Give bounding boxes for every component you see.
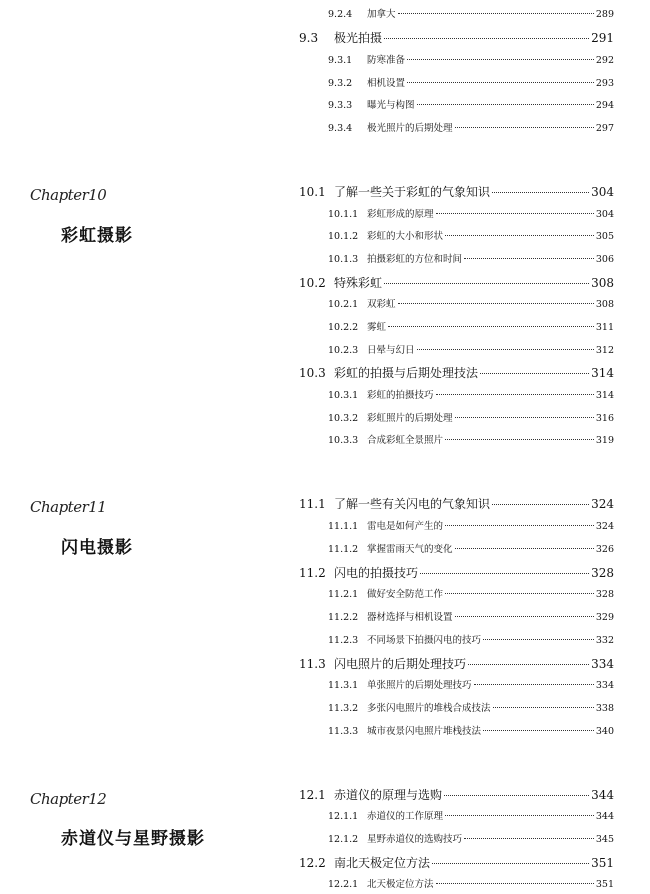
- leader-dots: [483, 639, 594, 640]
- toc-entry[interactable]: [299, 274, 614, 291]
- page-number: 328: [595, 589, 614, 600]
- section-title: 特殊彩虹: [334, 276, 383, 290]
- section-number: 10.1.1: [328, 209, 359, 220]
- leader-dots: [432, 863, 589, 864]
- toc-entry[interactable]: [299, 183, 614, 200]
- section-title: 不同场景下拍摄闪电的技巧: [367, 635, 482, 646]
- leader-dots: [468, 664, 589, 665]
- page-number: 329: [595, 612, 614, 623]
- section-number: 9.3.2: [328, 78, 353, 89]
- leader-dots: [455, 616, 594, 617]
- section-number: 9.2.4: [328, 9, 353, 20]
- leader-dots: [417, 349, 594, 350]
- leader-dots: [464, 838, 594, 839]
- section-title: 极光拍摄: [334, 31, 383, 45]
- page-number: 294: [595, 100, 614, 111]
- page-number: 334: [595, 680, 614, 691]
- toc-entry[interactable]: [299, 564, 614, 581]
- leader-dots: [398, 13, 594, 14]
- toc-entry[interactable]: [328, 723, 614, 737]
- toc-entry[interactable]: [328, 75, 614, 89]
- toc-entry[interactable]: [328, 808, 614, 822]
- toc-entry[interactable]: [328, 876, 614, 890]
- section-number: 12.1.2: [328, 834, 359, 845]
- section-title: 彩虹照片的后期处理: [367, 413, 453, 424]
- toc-entry[interactable]: [299, 786, 614, 803]
- chapter-script-label: Chapter12: [30, 790, 107, 808]
- section-number: 10.2.1: [328, 299, 359, 310]
- toc-entry[interactable]: [328, 410, 614, 424]
- page-number: 344: [595, 811, 614, 822]
- section-number: 9.3.3: [328, 100, 353, 111]
- page-number: 308: [591, 276, 614, 290]
- toc-entry[interactable]: [299, 364, 614, 381]
- section-number: 11.3.1: [328, 680, 359, 691]
- section-number: 10.1.2: [328, 231, 359, 242]
- toc-entry[interactable]: [328, 700, 614, 714]
- page-number: 334: [591, 657, 614, 671]
- section-number: 10.3.2: [328, 413, 359, 424]
- toc-entry[interactable]: [299, 495, 614, 512]
- toc-entry[interactable]: [328, 677, 614, 691]
- section-title: 防寒准备: [367, 55, 406, 66]
- page-number: 338: [595, 703, 614, 714]
- leader-dots: [492, 192, 589, 193]
- section-title: 彩虹形成的原理: [367, 209, 434, 220]
- toc-entry[interactable]: [328, 831, 614, 845]
- leader-dots: [493, 707, 594, 708]
- section-number: 11.3.2: [328, 703, 359, 714]
- section-title: 双彩虹: [367, 299, 396, 310]
- section-title: 单张照片的后期处理技巧: [367, 680, 472, 691]
- page-number: 308: [595, 299, 614, 310]
- page-number: 345: [595, 834, 614, 845]
- section-number: 10.3.3: [328, 435, 359, 446]
- section-number: 12.1: [299, 788, 326, 802]
- toc-entry[interactable]: [328, 518, 614, 532]
- page-number: 340: [595, 726, 614, 737]
- toc-entry[interactable]: [328, 206, 614, 220]
- page-number: 351: [595, 879, 614, 890]
- section-number: 10.1.3: [328, 254, 359, 265]
- leader-dots: [436, 883, 594, 884]
- page-number: 324: [591, 497, 614, 511]
- page-number: 326: [595, 544, 614, 555]
- leader-dots: [388, 326, 594, 327]
- toc-entry[interactable]: [328, 387, 614, 401]
- section-number: 11.2: [299, 566, 326, 580]
- page-number: 314: [591, 366, 614, 380]
- section-number: 10.3: [299, 366, 326, 380]
- section-number: 11.2.2: [328, 612, 359, 623]
- toc-entry[interactable]: [328, 120, 614, 134]
- section-title: 雷电是如何产生的: [367, 521, 444, 532]
- page-number: 324: [595, 521, 614, 532]
- section-title: 南北天极定位方法: [334, 856, 431, 870]
- section-number: 11.2.1: [328, 589, 359, 600]
- page-number: 304: [595, 209, 614, 220]
- page-number: 297: [595, 123, 614, 134]
- leader-dots: [455, 417, 594, 418]
- section-title: 城市夜景闪电照片堆栈技法: [367, 726, 482, 737]
- section-number: 9.3.1: [328, 55, 353, 66]
- section-number: 12.1.1: [328, 811, 359, 822]
- chapter-script-label: Chapter11: [30, 498, 107, 516]
- leader-dots: [492, 504, 589, 505]
- leader-dots: [436, 213, 594, 214]
- leader-dots: [407, 59, 594, 60]
- section-title: 了解一些有关闪电的气象知识: [334, 497, 491, 511]
- toc-entry[interactable]: [328, 52, 614, 66]
- page-number: 292: [595, 55, 614, 66]
- toc-entry[interactable]: [299, 655, 614, 672]
- section-title: 器材选择与相机设置: [367, 612, 453, 623]
- leader-dots: [445, 439, 594, 440]
- chapter-script-label: Chapter10: [30, 186, 107, 204]
- section-title: 闪电的拍摄技巧: [334, 566, 419, 580]
- section-title: 赤道仪的原理与选购: [334, 788, 443, 802]
- section-title: 掌握雷雨天气的变化: [367, 544, 453, 555]
- page-number: 314: [595, 390, 614, 401]
- section-number: 11.3.3: [328, 726, 359, 737]
- section-title: 星野赤道仪的选购技巧: [367, 834, 463, 845]
- toc-entry[interactable]: [328, 251, 614, 265]
- section-title: 极光照片的后期处理: [367, 123, 453, 134]
- leader-dots: [480, 373, 589, 374]
- section-title: 相机设置: [367, 78, 406, 89]
- toc-entry[interactable]: [328, 432, 614, 446]
- section-number: 11.1.2: [328, 544, 359, 555]
- toc-entry[interactable]: [299, 854, 614, 871]
- page-number: 312: [595, 345, 614, 356]
- section-number: 11.2.3: [328, 635, 359, 646]
- toc-entry[interactable]: [328, 6, 614, 20]
- section-number: 11.3: [299, 657, 326, 671]
- section-title: 彩虹的拍摄与后期处理技法: [334, 366, 479, 380]
- section-number: 11.1: [299, 497, 326, 511]
- section-title: 闪电照片的后期处理技巧: [334, 657, 467, 671]
- toc-entry[interactable]: [328, 541, 614, 555]
- section-number: 9.3.4: [328, 123, 353, 134]
- section-title: 做好安全防范工作: [367, 589, 444, 600]
- leader-dots: [445, 525, 594, 526]
- leader-dots: [384, 283, 589, 284]
- leader-dots: [474, 684, 594, 685]
- leader-dots: [407, 82, 594, 83]
- leader-dots: [398, 303, 594, 304]
- toc-entry[interactable]: [328, 632, 614, 646]
- page-number: 306: [595, 254, 614, 265]
- page-number: 319: [595, 435, 614, 446]
- section-title: 加拿大: [367, 9, 396, 20]
- page-number: 305: [595, 231, 614, 242]
- page-number: 344: [591, 788, 614, 802]
- toc-entry[interactable]: [328, 97, 614, 111]
- section-title: 彩虹的大小和形状: [367, 231, 444, 242]
- section-number: 10.2.3: [328, 345, 359, 356]
- chapter-title: 彩虹摄影: [61, 226, 133, 246]
- chapter-title: 赤道仪与星野摄影: [61, 829, 205, 849]
- leader-dots: [417, 104, 594, 105]
- section-number: 10.3.1: [328, 390, 359, 401]
- leader-dots: [483, 730, 594, 731]
- section-title: 雾虹: [367, 322, 387, 333]
- toc-entry[interactable]: [328, 228, 614, 242]
- toc-entry[interactable]: [328, 609, 614, 623]
- leader-dots: [445, 235, 594, 236]
- leader-dots: [436, 394, 594, 395]
- leader-dots: [464, 258, 594, 259]
- section-title: 多张闪电照片的堆栈合成技法: [367, 703, 491, 714]
- toc-entry[interactable]: [328, 342, 614, 356]
- section-title: 彩虹的拍摄技巧: [367, 390, 434, 401]
- section-number: 10.1: [299, 185, 326, 199]
- page-number: 289: [595, 9, 614, 20]
- page-number: 311: [595, 322, 614, 333]
- section-title: 了解一些关于彩虹的气象知识: [334, 185, 491, 199]
- page-number: 328: [591, 566, 614, 580]
- leader-dots: [455, 127, 594, 128]
- section-number: 11.1.1: [328, 521, 359, 532]
- section-number: 10.2.2: [328, 322, 359, 333]
- section-number: 9.3: [299, 31, 319, 45]
- section-number: 12.2: [299, 856, 326, 870]
- section-number: 10.2: [299, 276, 326, 290]
- leader-dots: [420, 573, 589, 574]
- toc-entry[interactable]: [328, 296, 614, 310]
- leader-dots: [384, 38, 589, 39]
- leader-dots: [455, 548, 594, 549]
- page-number: 304: [591, 185, 614, 199]
- chapter-title: 闪电摄影: [61, 538, 133, 558]
- page-number: 351: [591, 856, 614, 870]
- section-title: 赤道仪的工作原理: [367, 811, 444, 822]
- page-number: 291: [591, 31, 614, 45]
- toc-entry[interactable]: [328, 586, 614, 600]
- leader-dots: [444, 795, 589, 796]
- section-title: 合成彩虹全景照片: [367, 435, 444, 446]
- section-title: 北天极定位方法: [367, 879, 434, 890]
- leader-dots: [445, 593, 594, 594]
- section-title: 日晕与幻日: [367, 345, 415, 356]
- page-number: 316: [595, 413, 614, 424]
- section-title: 拍摄彩虹的方位和时间: [367, 254, 463, 265]
- leader-dots: [445, 815, 594, 816]
- toc-entry[interactable]: [328, 319, 614, 333]
- toc-entry[interactable]: [299, 29, 614, 46]
- section-title: 曝光与构图: [367, 100, 415, 111]
- page-number: 293: [595, 78, 614, 89]
- section-number: 12.2.1: [328, 879, 359, 890]
- page-number: 332: [595, 635, 614, 646]
